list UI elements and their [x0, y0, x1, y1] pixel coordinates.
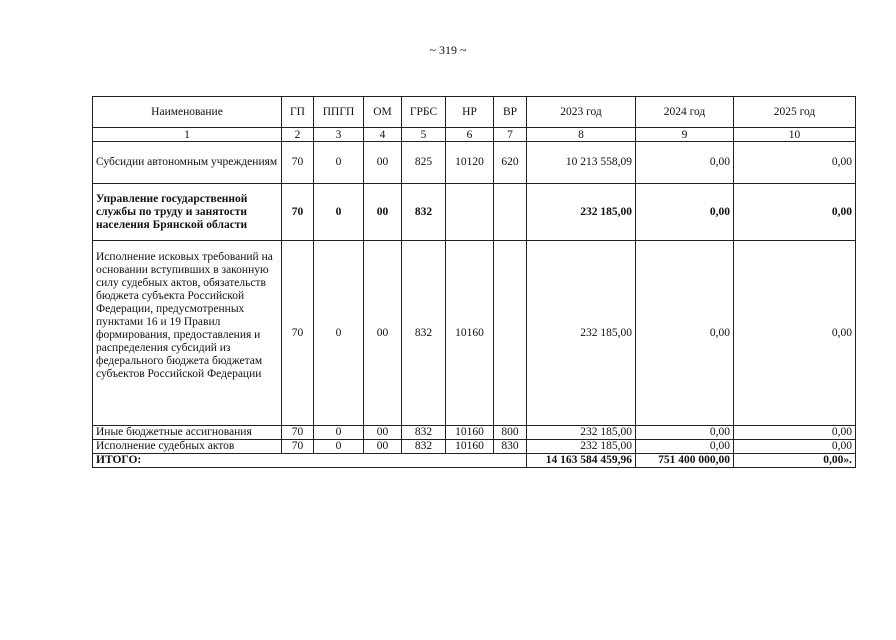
row-vr: 800 [494, 426, 527, 440]
column-number: 5 [402, 128, 446, 142]
row-vr: 620 [494, 142, 527, 184]
column-number: 10 [734, 128, 856, 142]
table-row [93, 142, 856, 184]
row-name: Субсидии автономным учреждениям [93, 142, 282, 184]
column-number: 2 [282, 128, 314, 142]
row-2024: 0,00 [636, 184, 734, 241]
row-grbs: 832 [402, 184, 446, 241]
row-name: Исполнение судебных актов [93, 440, 282, 454]
column-number-row [93, 128, 856, 142]
row-2024: 0,00 [636, 440, 734, 454]
row-ppgp: 0 [314, 241, 364, 426]
row-2025: 0,00 [734, 440, 856, 454]
row-gp: 70 [282, 241, 314, 426]
header-grbs: ГРБС [402, 97, 446, 128]
row-2023: 232 185,00 [527, 184, 636, 241]
row-2024: 0,00 [636, 142, 734, 184]
column-number: 7 [494, 128, 527, 142]
row-name: Иные бюджетные ассигнования [93, 426, 282, 440]
total-label: ИТОГО: [93, 454, 527, 468]
row-gp: 70 [282, 426, 314, 440]
row-gp: 70 [282, 184, 314, 241]
row-2024: 0,00 [636, 241, 734, 426]
total-2025: 0,00». [734, 454, 856, 468]
row-vr [494, 184, 527, 241]
column-number: 6 [446, 128, 494, 142]
row-2023: 232 185,00 [527, 241, 636, 426]
row-gp: 70 [282, 142, 314, 184]
row-2024: 0,00 [636, 426, 734, 440]
row-nr: 10160 [446, 426, 494, 440]
row-vr: 830 [494, 440, 527, 454]
row-2025: 0,00 [734, 426, 856, 440]
header-row [93, 97, 856, 128]
row-om: 00 [364, 184, 402, 241]
row-om: 00 [364, 241, 402, 426]
row-2023: 10 213 558,09 [527, 142, 636, 184]
header-om: ОМ [364, 97, 402, 128]
row-om: 00 [364, 142, 402, 184]
total-2024: 751 400 000,00 [636, 454, 734, 468]
row-nr [446, 184, 494, 241]
header-name: Наименование [93, 97, 282, 128]
row-ppgp: 0 [314, 184, 364, 241]
row-grbs: 825 [402, 142, 446, 184]
row-nr: 10120 [446, 142, 494, 184]
row-gp: 70 [282, 440, 314, 454]
row-2023: 232 185,00 [527, 440, 636, 454]
column-number: 1 [93, 128, 282, 142]
total-2023: 14 163 584 459,96 [527, 454, 636, 468]
row-om: 00 [364, 440, 402, 454]
row-om: 00 [364, 426, 402, 440]
header-vr: ВР [494, 97, 527, 128]
row-name: Управление государственной службы по труду и занятости населения Брянской области [93, 184, 282, 241]
row-ppgp: 0 [314, 142, 364, 184]
table-row [93, 184, 856, 241]
header-2025: 2025 год [734, 97, 856, 128]
page-number: ~ 319 ~ [429, 43, 467, 57]
header-gp: ГП [282, 97, 314, 128]
row-name: Исполнение исковых требований на основании вступивших в законную силу судебных актов, обязательств бюджета субъекта Российской Федерации, предусмотренных пунктами 16 и 19 Правил формирования, предоставления и распределения субсидий из федерального бюджета бюджетам субъектов Российской Федерации [93, 241, 282, 426]
row-grbs: 832 [402, 440, 446, 454]
column-number: 3 [314, 128, 364, 142]
row-vr [494, 241, 527, 426]
column-number: 9 [636, 128, 734, 142]
column-number: 8 [527, 128, 636, 142]
row-ppgp: 0 [314, 440, 364, 454]
table-row [93, 440, 856, 454]
row-nr: 10160 [446, 241, 494, 426]
row-grbs: 832 [402, 241, 446, 426]
header-ppgp: ППГП [314, 97, 364, 128]
table-row [93, 241, 856, 426]
row-2025: 0,00 [734, 184, 856, 241]
header-2023: 2023 год [527, 97, 636, 128]
table-row [93, 426, 856, 440]
row-2025: 0,00 [734, 241, 856, 426]
row-ppgp: 0 [314, 426, 364, 440]
row-2023: 232 185,00 [527, 426, 636, 440]
row-nr: 10160 [446, 440, 494, 454]
row-2025: 0,00 [734, 142, 856, 184]
budget-table [92, 96, 856, 468]
column-number: 4 [364, 128, 402, 142]
header-nr: НР [446, 97, 494, 128]
header-2024: 2024 год [636, 97, 734, 128]
total-row [93, 454, 856, 468]
row-grbs: 832 [402, 426, 446, 440]
